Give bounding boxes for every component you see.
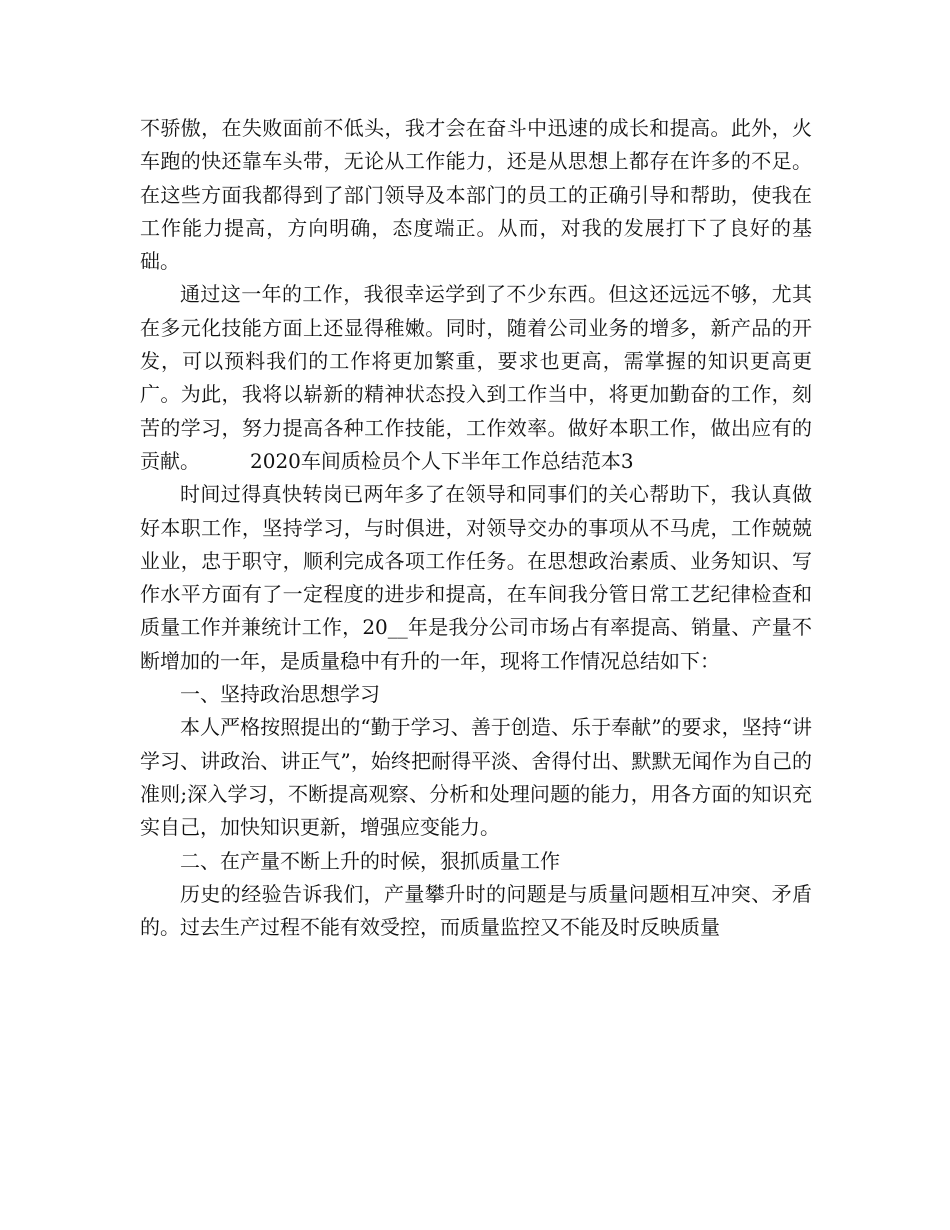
section-heading-2: 二、在产量不断上升的时候，狠抓质量工作	[180, 848, 560, 873]
section-heading-1: 一、坚持政治思想学习	[180, 682, 380, 707]
paragraph-5: 历史的经验告诉我们，产量攀升时的问题是与质量问题相互冲突、矛盾的。过去生产过程不能有效受控，而质量监控又不能及时反映质量	[140, 881, 812, 940]
paragraph-1: 不骄傲，在失败面前不低头，我才会在奋斗中迅速的成长和提高。此外，火车跑的快还靠车头带，无论从工作能力，还是从思想上都存在许多的不足。在这些方面我都得到了部门领导及本部门的员工的正确引导和帮助，使我在工作能力提高，方向明确，态度端正。从而，对我的发展打下了良好的基础。	[140, 116, 812, 274]
paragraph-2: 通过这一年的工作，我很幸运学到了不少东西。但这还远远不够，尤其在多元化技能方面上还显得稚嫩。同时，随着公司业务的增多，新产品的开发，可以预料我们的工作将更加繁重，要求也更高，需掌握的知识更高更广。为此，我将以崭新的精神状态投入到工作当中，将更加勤奋的工作，刻苦的学习，努力提高各种工作技能，工作效率。做好本职工作，做出应有的贡献。 2020车间质检员个人下半年工作总结范本3	[140, 282, 812, 473]
paragraph-3: 时间过得真快转岗已两年多了在领导和同事们的关心帮助下，我认真做好本职工作，坚持学习，与时俱进，对领导交办的事项从不马虎，工作兢兢业业，忠于职守，顺利完成各项工作任务。在思想政治素质、业务知识、写作水平方面有了一定程度的进步和提高，在车间我分管日常工艺纪律检查和质量工作并兼统计工作，20__年是我分公司市场占有率提高、销量、产量不断增加的一年，是质量稳中有升的一年，现将工作情况总结如下：	[140, 482, 812, 673]
paragraph-4: 本人严格按照提出的“勤于学习、善于创造、乐于奉献”的要求，坚持“讲学习、讲政治、讲正气”，始终把耐得平淡、舍得付出、默默无闻作为自己的准则;深入学习，不断提高观察、分析和处理问题的能力，用各方面的知识充实自己，加快知识更新，增强应变能力。	[140, 715, 812, 840]
